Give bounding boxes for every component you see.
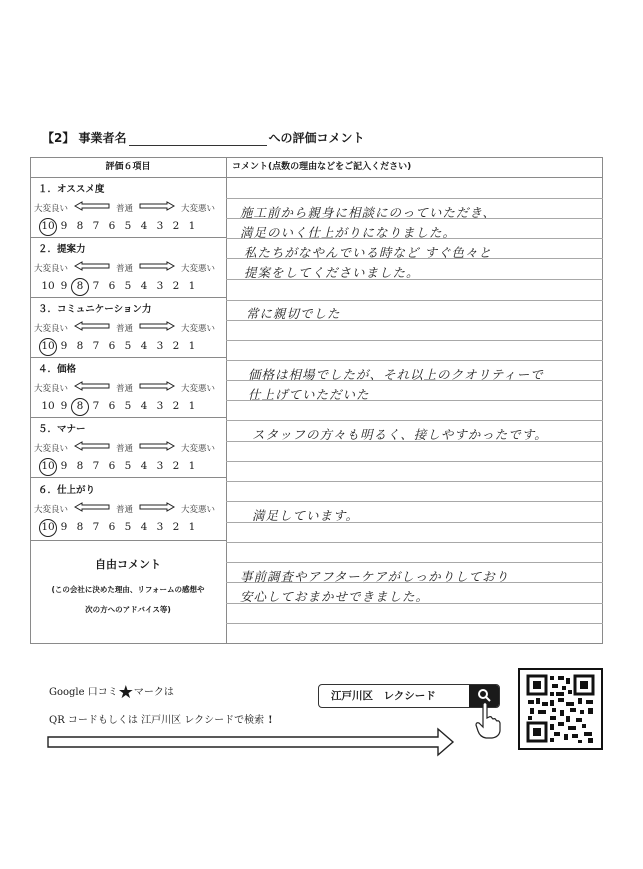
rating-option[interactable]: 6 (108, 280, 116, 292)
rating-numbers (40, 340, 200, 352)
rating-option[interactable]: 2 (172, 280, 180, 292)
rating-option[interactable]: 2 (172, 400, 180, 412)
label-very-good: 大変良い (34, 203, 69, 214)
section-divider (30, 477, 226, 478)
section-divider (30, 417, 226, 418)
section-divider (30, 237, 226, 238)
rating-option[interactable]: 5 (124, 400, 132, 412)
rating-scale-labels (34, 381, 215, 394)
comment-line: 満足のいく仕上がりになりました。 (240, 225, 457, 240)
rating-option[interactable]: 1 (188, 340, 196, 352)
header-divider (30, 177, 603, 178)
rating-option[interactable]: 5 (124, 340, 132, 352)
arrow-right-icon (139, 441, 175, 454)
rating-scale-labels (34, 261, 215, 274)
arrow-right-icon (139, 381, 175, 394)
rating-option[interactable]: 4 (140, 280, 148, 292)
rating-option[interactable]: 4 (140, 340, 148, 352)
rating-option[interactable]: 8 (76, 521, 84, 533)
rating-option[interactable]: 7 (92, 460, 100, 472)
rating-option[interactable]: 9 (60, 400, 68, 412)
rating-numbers (40, 280, 200, 292)
rating-option[interactable]: 5 (124, 521, 132, 533)
comment-line: 施工前から親身に相談にのっていただき、 (240, 205, 496, 220)
label-very-good: 大変良い (34, 323, 69, 334)
rating-option[interactable]: 4 (140, 521, 148, 533)
rating-scale-labels (34, 201, 215, 214)
title-prefix: 【2】 事業者名 (42, 131, 127, 145)
comment-line: 安心しておまかせできました。 (240, 589, 430, 604)
comment-line: 事前調査やアフターケアがしっかりしており (240, 569, 510, 584)
rating-option[interactable]: 9 (60, 340, 68, 352)
comment-line: 満足しています。 (252, 508, 360, 523)
header-comment: コメント(点数の理由などをご記入ください) (232, 162, 412, 172)
rating-option[interactable]: 9 (60, 280, 68, 292)
rating-option[interactable]: 1 (188, 521, 196, 533)
rating-option[interactable]: 4 (140, 220, 148, 232)
rating-option-selected[interactable]: 10 (41, 340, 55, 352)
rating-option[interactable]: 3 (156, 340, 164, 352)
qr-code[interactable] (518, 668, 603, 750)
rating-option[interactable]: 5 (124, 220, 132, 232)
rating-option[interactable]: 6 (108, 400, 116, 412)
rating-numbers (40, 460, 200, 472)
rating-option[interactable]: 2 (172, 521, 180, 533)
label-very-good: 大変良い (34, 443, 69, 454)
rating-option[interactable]: 3 (156, 521, 164, 533)
qr-line-text: QR コードもしくは 江戸川区 レクシードで検索 (49, 715, 265, 726)
label-very-bad: 大変悪い (181, 383, 216, 394)
rating-option-selected[interactable]: 8 (72, 280, 88, 292)
label-normal: 普通 (116, 443, 134, 454)
rating-option[interactable]: 3 (156, 280, 164, 292)
search-text: 江戸川区 レクシード (331, 690, 436, 702)
ruled-line (226, 562, 603, 563)
rating-option[interactable]: 6 (108, 340, 116, 352)
rating-option[interactable]: 1 (188, 460, 196, 472)
arrow-right-icon (46, 727, 456, 761)
rating-option[interactable]: 7 (92, 340, 100, 352)
ruled-line (226, 481, 603, 482)
label-very-bad: 大変悪い (181, 203, 216, 214)
arrow-left-icon (74, 381, 110, 394)
ruled-line (226, 198, 603, 199)
rating-option[interactable]: 5 (124, 280, 132, 292)
rating-numbers (40, 400, 200, 412)
google-text-b: マークは (133, 687, 174, 698)
item-title-price: ４．価格 (38, 364, 77, 375)
label-normal: 普通 (116, 203, 134, 214)
rating-numbers (40, 521, 200, 533)
label-very-bad: 大変悪い (181, 443, 216, 454)
title-suffix: への評価コメント (268, 131, 365, 145)
business-name-blank (129, 133, 267, 146)
rating-option[interactable]: 4 (140, 460, 148, 472)
label-normal: 普通 (116, 383, 134, 394)
rating-option-selected[interactable]: 10 (41, 521, 55, 533)
rating-option[interactable]: 3 (156, 220, 164, 232)
label-very-good: 大変良い (34, 383, 69, 394)
arrow-right-icon (139, 201, 175, 214)
label-normal: 普通 (116, 263, 134, 274)
comment-line: スタッフの方々も明るく、接しやすかったです。 (252, 427, 548, 442)
ruled-line (226, 501, 603, 502)
rating-option-selected[interactable]: 8 (72, 400, 88, 412)
hand-pointer-icon (474, 700, 502, 744)
rating-option[interactable]: 10 (41, 400, 55, 412)
section-divider (30, 540, 226, 541)
item-title-finish: ６．仕上がり (38, 485, 96, 496)
rating-option[interactable]: 5 (124, 460, 132, 472)
header-evaluation-items: 評価６項目 (105, 162, 151, 172)
ruled-line (226, 542, 603, 543)
arrow-left-icon (74, 321, 110, 334)
rating-option[interactable]: 7 (92, 400, 100, 412)
rating-option[interactable]: 2 (172, 220, 180, 232)
label-very-good: 大変良い (34, 504, 69, 515)
item-title-manners: ５．マナー (38, 424, 86, 435)
rating-option[interactable]: 2 (172, 460, 180, 472)
rating-option[interactable]: 7 (92, 280, 100, 292)
free-comment-hint-1: (この会社に決めた理由、リフォームの感想や (51, 585, 205, 594)
rating-option[interactable]: 6 (108, 460, 116, 472)
rating-option[interactable]: 7 (92, 220, 100, 232)
label-very-good: 大変良い (34, 263, 69, 274)
rating-option-selected[interactable]: 10 (41, 460, 55, 472)
comment-line: 提案をしてくださいました。 (244, 265, 420, 280)
rating-numbers (40, 220, 200, 232)
comment-line: 価格は相場でしたが、それ以上のクオリティーで (248, 367, 544, 382)
rating-option[interactable]: 4 (140, 400, 148, 412)
arrow-left-icon (74, 201, 110, 214)
arrow-left-icon (74, 441, 110, 454)
ruled-line (226, 300, 603, 301)
arrow-right-icon (139, 261, 175, 274)
rating-option[interactable]: 9 (60, 220, 68, 232)
rating-scale-labels (34, 502, 215, 515)
item-title-recommend: １．オススメ度 (38, 184, 105, 195)
rating-option[interactable]: 3 (156, 460, 164, 472)
arrow-right-icon (139, 502, 175, 515)
label-normal: 普通 (116, 504, 134, 515)
google-text-a: Google 口コミ (49, 687, 118, 698)
label-very-bad: 大変悪い (181, 504, 216, 515)
item-title-proposal: ２．提案力 (38, 244, 86, 255)
label-very-bad: 大変悪い (181, 263, 216, 274)
search-box[interactable] (318, 684, 500, 708)
rating-option[interactable]: 6 (108, 220, 116, 232)
rating-option[interactable]: 2 (172, 340, 180, 352)
qr-search-text (49, 711, 272, 726)
arrow-left-icon (74, 261, 110, 274)
rating-option[interactable]: 9 (60, 460, 68, 472)
rating-option[interactable]: 3 (156, 400, 164, 412)
ruled-line (226, 461, 603, 462)
rating-option[interactable]: 1 (188, 220, 196, 232)
rating-option[interactable]: 7 (92, 521, 100, 533)
label-very-bad: 大変悪い (181, 323, 216, 334)
rating-option[interactable]: 8 (76, 340, 84, 352)
star-icon: ★ (117, 682, 134, 703)
rating-option[interactable]: 1 (188, 280, 196, 292)
rating-scale-labels (34, 321, 215, 334)
item-title-communication: ３．コミュニケーション力 (38, 304, 152, 315)
exclamation-icon: ! (268, 715, 273, 726)
label-normal: 普通 (116, 323, 134, 334)
comment-line: 常に親切でした (246, 306, 341, 321)
arrow-left-icon (74, 502, 110, 515)
rating-option[interactable]: 6 (108, 521, 116, 533)
rating-option-selected[interactable]: 10 (41, 220, 55, 232)
comment-line: 仕上げていただいた (248, 387, 370, 402)
rating-option[interactable]: 8 (76, 220, 84, 232)
comment-line: 私たちがなやんでいる時など すぐ色々と (244, 245, 492, 260)
rating-option[interactable]: 9 (60, 521, 68, 533)
arrow-right-icon (139, 321, 175, 334)
free-comment-title: 自由コメント (95, 558, 161, 571)
ruled-line (226, 340, 603, 341)
free-comment-hint-2: 次の方へのアドバイス等) (85, 605, 171, 614)
section-divider (30, 357, 226, 358)
rating-option[interactable]: 8 (76, 460, 84, 472)
ruled-line (226, 623, 603, 624)
google-review-text (49, 682, 174, 703)
section-divider (30, 297, 226, 298)
ruled-line (226, 420, 603, 421)
section-title (42, 129, 365, 146)
rating-option[interactable]: 1 (188, 400, 196, 412)
rating-scale-labels (34, 441, 215, 454)
rating-option[interactable]: 10 (41, 280, 55, 292)
ruled-line (226, 360, 603, 361)
